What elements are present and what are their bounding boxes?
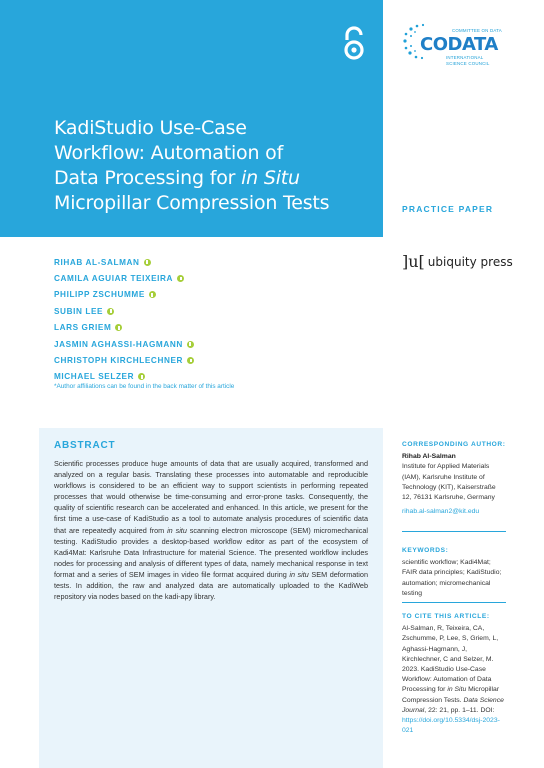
corresponding-name: Rihab Al-Salman bbox=[402, 453, 456, 461]
orcid-icon[interactable] bbox=[187, 357, 194, 364]
divider bbox=[402, 602, 506, 603]
keywords-text: scientific workflow; Kadi4Mat; FAIR data principles; KadiStudio; automation; micromechanical testing bbox=[402, 559, 502, 597]
orcid-icon[interactable] bbox=[187, 341, 194, 348]
abstract-heading: ABSTRACT bbox=[54, 440, 116, 451]
ubiquity-mark-icon: ]u[ bbox=[402, 252, 425, 271]
author-item[interactable]: JASMIN AGHASSI-HAGMANN bbox=[54, 336, 194, 352]
author-list bbox=[54, 254, 194, 385]
codata-wordmark: CODATA bbox=[420, 34, 498, 55]
author-item[interactable]: LARS GRIEM bbox=[54, 320, 194, 336]
orcid-icon[interactable] bbox=[177, 275, 184, 282]
orcid-icon[interactable] bbox=[115, 324, 122, 331]
author-item[interactable]: CHRISTOPH KIRCHLECHNER bbox=[54, 352, 194, 368]
corresponding-author bbox=[402, 440, 506, 517]
ubiquity-press-logo bbox=[402, 252, 513, 271]
publisher-name: ubiquity press bbox=[427, 254, 513, 269]
codata-tagline-2: INTERNATIONAL bbox=[446, 55, 484, 60]
orcid-icon[interactable] bbox=[144, 259, 151, 266]
citation-heading: TO CITE THIS ARTICLE: bbox=[402, 613, 490, 620]
corresponding-address: Institute for Applied Materials (IAM), Karlsruhe Institute of Technology (KIT), Kaiserstraße 12, 76131 Karlsruhe, Germany bbox=[402, 463, 496, 502]
keywords-section bbox=[402, 546, 506, 599]
author-item[interactable]: RIHAB AL-SALMAN bbox=[54, 254, 194, 270]
author-item[interactable]: SUBIN LEE bbox=[54, 303, 194, 319]
author-item[interactable]: MICHAEL SELZER bbox=[54, 369, 194, 385]
article-title: KadiStudio Use-Case Workflow: Automation of Data Processing for in Situ Micropillar Compression Tests bbox=[54, 117, 330, 214]
corresponding-email-link[interactable]: rihab.al-salman2@kit.edu bbox=[402, 508, 480, 516]
codata-tagline-1: COMMITTEE ON DATA bbox=[452, 28, 502, 33]
open-access-icon bbox=[341, 26, 367, 62]
citation-text: Al-Salman, R, Teixeira, CA, Zschumme, P, Lee, S, Griem, L, Aghassi-Hagmann, J, Kirchlechner, C and Selzer, M. 2023. KadiStudio Use-Case Workflow: Automation of Data Processing for in Situ Micropillar Compression Tests. Data Science Journal, 22: 21, pp. 1–11. DOI: https://doi.org/10.5334/dsj-2023-021 bbox=[402, 625, 504, 735]
orcid-icon[interactable] bbox=[138, 373, 145, 380]
divider bbox=[402, 531, 506, 532]
doi-link[interactable]: https://doi.org/10.5334/dsj-2023-021 bbox=[402, 717, 500, 735]
codata-tagline-3: SCIENCE COUNCIL bbox=[446, 61, 490, 66]
author-item[interactable]: CAMILA AGUIAR TEIXEIRA bbox=[54, 270, 194, 286]
orcid-icon[interactable] bbox=[149, 291, 156, 298]
abstract-text: Scientific processes produce huge amounts of data that are usually acquired, transformed and analyzed on a regular basis. Translating these processes into automatable and reproducible workflows is considered to be an efficient way to support scientists in performing repeated processes that would otherwise be time-consuming and error-prone tasks. Consequently, the quality of scientific research can be accelerated and enhanced. In this article, we present for the first time a use-case of KadiStudio as a tool to automate analysis procedures of scientific data that are repeatedly acquired from in situ scanning electron microscope (SEM) micromechanical testing. KadiStudio provides a desktop-based workflow editor as part of the ecosystem of Kadi4Mat: Karlsruhe Data Infrastructure for material Science. The presented workflow includes nodes for processing and analysis of different types of data, namely mechanical response in text format and a series of SEM images in video file format acquired during in situ SEM deformation tests. In addition, the raw and analyzed data are automatically uploaded to the KadiWeb repository via nodes based on the kadi-apy library. bbox=[54, 459, 368, 602]
author-item[interactable]: PHILIPP ZSCHUMME bbox=[54, 287, 194, 303]
affiliation-note: *Author affiliations can be found in the back matter of this article bbox=[54, 383, 235, 390]
article-type: PRACTICE PAPER bbox=[402, 204, 494, 214]
keywords-heading: KEYWORDS: bbox=[402, 547, 449, 554]
citation-section bbox=[402, 612, 506, 736]
orcid-icon[interactable] bbox=[107, 308, 114, 315]
corresponding-heading: CORRESPONDING AUTHOR: bbox=[402, 441, 506, 448]
